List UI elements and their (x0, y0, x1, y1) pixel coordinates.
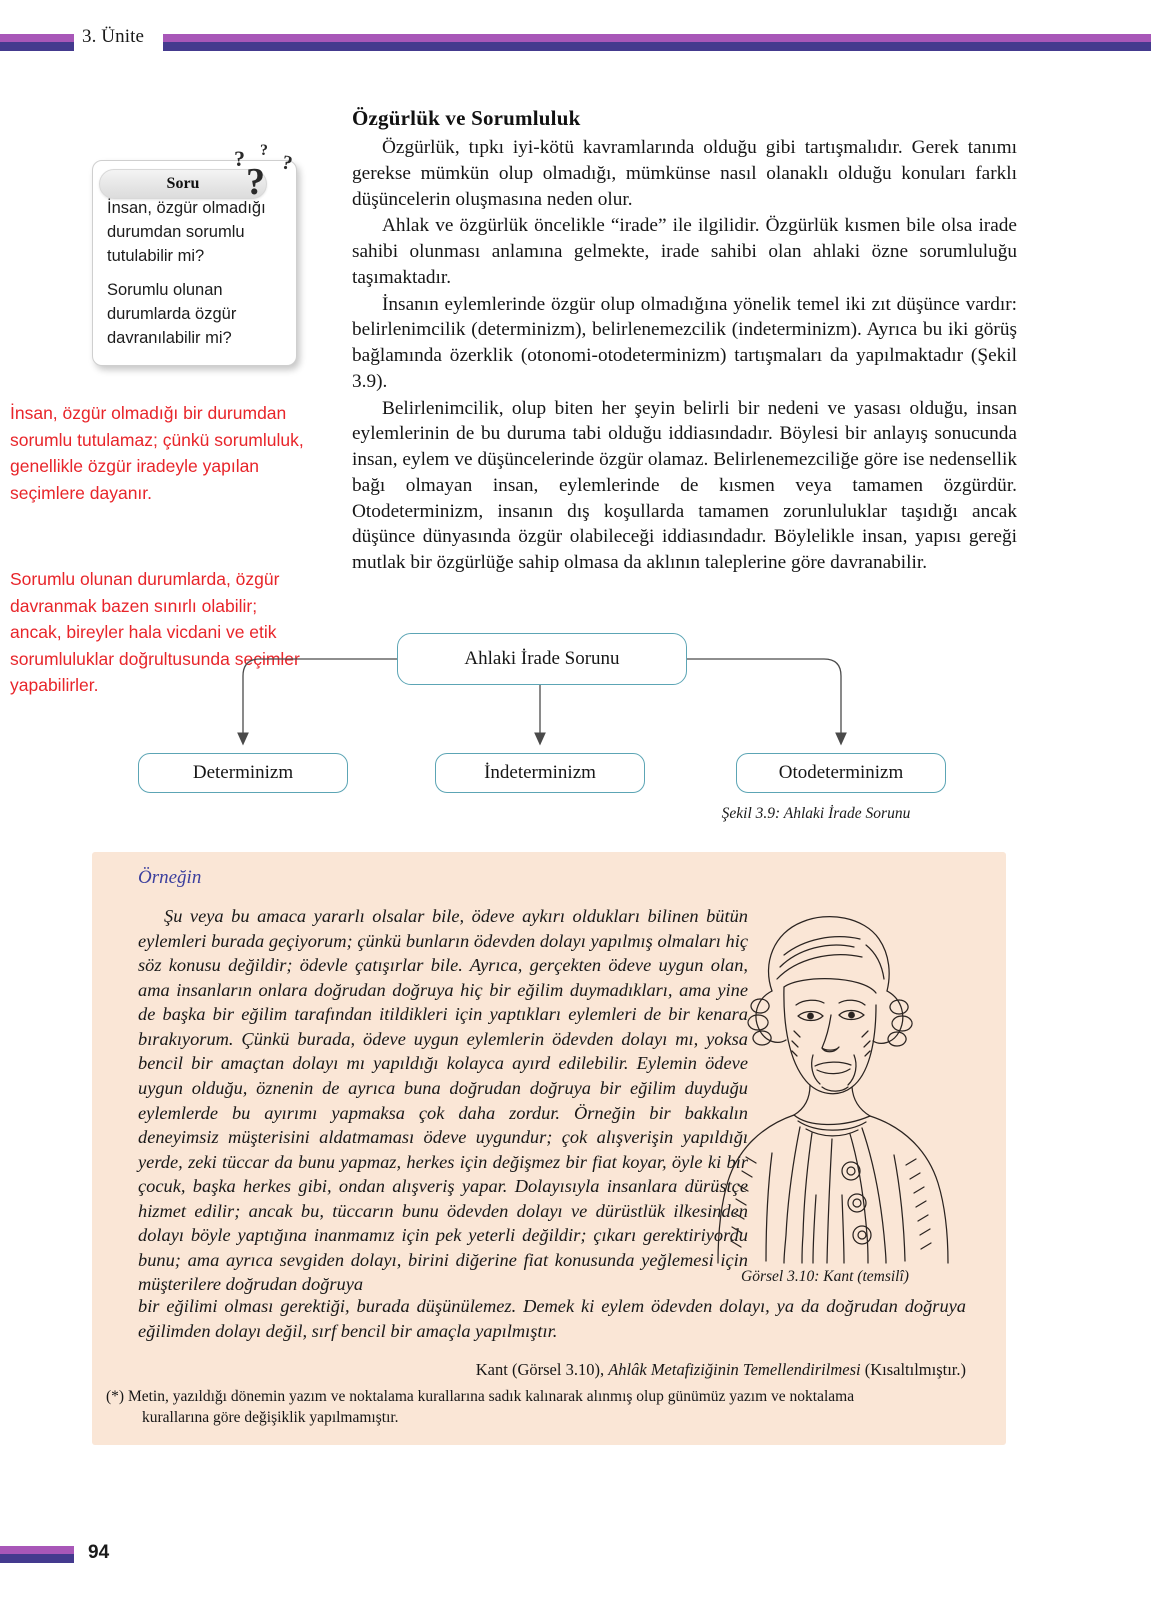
flowchart-node-indeterminizm: İndeterminizm (435, 753, 645, 793)
footer-rule-dark (0, 1554, 74, 1563)
page-header (0, 30, 1151, 60)
red-annotation-2: Sorumlu olunan durumlarda, özgür davranmak bazen sınırlı olabilir; ancak, bireyler hala vicdani ve etik sorumluluklar doğrultusunda seçimler yapabilirler. (10, 569, 300, 696)
flowchart-node-determinizm: Determinizm (138, 753, 348, 793)
example-source-suffix: (Kısaltılmıştır.) (860, 1360, 966, 1379)
footnote-line-1: Metin, yazıldığı dönemin yazım ve noktalama kurallarına sadık kalınarak alınmış olup günümüz yazım ve noktalama (124, 1388, 855, 1405)
header-rule-right-light (163, 34, 1151, 42)
question-item-1: İnsan, özgür olmadığı durumdan sorumlu tutulabilir mi? (107, 199, 266, 265)
example-box (92, 852, 1006, 1445)
question-mark-icon-1: ? (234, 146, 245, 171)
example-body-narrow: Şu veya bu amaca yararlı olsalar bile, ödeve aykırı oldukları bilinen bütün eylemleri burada geçiyorum; çünkü bunların ödevden dolayı yapılmış olmaları hiç söz konusu değildir; ödevle çatışırlar bile. Ayrıca, gerçekten ödeve uygun olan, ama insanların onlara doğrudan doğruya hiç bir eğilim duymadıkları, ama yine de başka bir eğilim tarafından itildikleri için yaptıkları eylemleri de bir kenara bırakıyorum. Çünkü burada, ödeve uygun eylemlerin ödevden dolayı mı, yoksa bencil bir amaçtan dolayı mı yapıldığı kolayca ayırd edilebilir. Eylemin ödeve uygun olduğu, öznenin de ayrıca buna doğrudan doğruya bir eğilim duyduğu eylemlerde bu ayırımı yapmaksa çok daha zordur. Örneğin bir bakkalın deneyimsiz müşterisini aldatmaması ödeve uygundur; çok alışverişin yapıldığı yerde, zeki tüccar da bunu yapmaz, herkes için değişmez bir fiat koyar, öyle ki bir çocuk, başka herkes gibi, ondan alışveriş yapar. Dolayısıyla insanlara dürüstçe hizmet edilir; ancak bu, tüccarın bunu ödevden dolayı ve dürüstlük ilkesinden dolayı böyle yaptığına inanmamız için pek yeterli değildir; çıkarı gerektiriyordu bunu; ama ayrıca sevgiden dolayı, birini diğerine fiat konusunda yeğlemesi için müşterilere doğrudan doğruya (138, 906, 748, 1295)
body-paragraph-2: Ahlak ve özgürlük öncelikle “irade” ile ilgilidir. Özgürlük kısmen bile olsa irade sahibi olunması anlamına gelmekte, irade sahibi olan ahlaki özne sorumluluğu taşımaktadır. (352, 215, 1017, 288)
header-rule-left-dark (0, 42, 74, 51)
body-paragraph-4: Belirlenimcilik, olup biten her şeyin belirli bir nedeni ve yasası olduğu, insan eylemlerinin de bu duruma tabi olduğu iddiasındadır. Böylesi bir anlayış sonucunda insan, eylem ve düşüncelerinde özgür olamaz. Belirlenemezciliğe göre ise nedensellik bağı olmayan insan, eylemlerinde de kısmen veya tamamen özgürdür. Otodeterminizm, insanın dış koşullarda tamamen zorunluluklar taşıdığı ancak düşünce dünyasında özgür olabileceği iddiasındadır. Böylelikle insan, yapısı gereği mutlak bir özgürlüğe sahip olmasa da aklının taleplerine göre davranabilir. (352, 397, 1017, 573)
question-box-tab: Soru (99, 169, 267, 199)
header-rule-right-dark (163, 42, 1151, 51)
body-paragraph-3: İnsanın eylemlerinde özgür olup olmadığına yönelik temel iki zıt düşünce vardır: belirlenimcilik (determinizm), belirlenemezcilik (indeterminizm). Ayrıca bu iki görüş bağlamında özerklik (otonomi-otodeterminizm) tartışmaları da yapılmaktadır (Şekil 3.9). (352, 293, 1017, 392)
example-source-prefix: Kant (Görsel 3.10), (475, 1360, 609, 1379)
example-source-title: Ahlâk Metafiziğinin Temellendirilmesi (608, 1360, 861, 1379)
footnote-marker: (*) (106, 1388, 125, 1405)
header-rule-right (163, 34, 1151, 51)
example-footnote (106, 1387, 996, 1429)
question-box (92, 160, 297, 366)
question-item-2: Sorumlu olunan durumlarda özgür davranılabilir mi? (107, 280, 237, 347)
page-footer (0, 1542, 1151, 1576)
question-mark-icon-3: ? (279, 151, 295, 175)
example-box-title: Örneğin (138, 867, 202, 888)
footnote-line-2: kurallarına göre değişiklik yapılmamıştır. (142, 1408, 399, 1426)
question-mark-icon-2: ? (260, 142, 268, 159)
footer-rule-light (0, 1546, 74, 1554)
example-body-wide: bir eğilimi olması gerektiği, burada düşünülemez. Demek ki eylem ödevden dolayı, ya da doğrudan doğruya eğilimden dolayı değil, sırf bencil bir amaçla yapılmıştır. (138, 1296, 966, 1341)
question-mark-icon-4: ? (246, 161, 265, 203)
section-title: Özgürlük ve Sorumluluk (352, 106, 581, 130)
body-paragraph-1: Özgürlük, tıpkı iyi-kötü kavramlarında olduğu gibi tartışmalıdır. Gerek tanımı gerekse mümkün olup olmadığı, mümkünse nasıl olanaklı olduğu konuları farklı düşüncelerin oluşmasına neden olur. (352, 137, 1017, 210)
kant-portrait-illustration (676, 895, 974, 1265)
portrait-caption: Görsel 3.10: Kant (temsilî) (741, 1268, 909, 1285)
header-rule-left (0, 34, 74, 51)
header-rule-left-light (0, 34, 74, 42)
kant-portrait (676, 895, 974, 1265)
unit-label: 3. Ünite (82, 26, 145, 47)
example-source-line (138, 1360, 966, 1380)
footer-rule (0, 1546, 74, 1563)
flowchart-sekil-3-9 (120, 615, 1000, 815)
page-number: 94 (88, 1542, 110, 1563)
figure-caption-sekil-3-9: Şekil 3.9: Ahlaki İrade Sorunu (721, 805, 911, 822)
main-text-column (352, 106, 1017, 577)
red-annotation-1: İnsan, özgür olmadığı bir durumdan sorumlu tutulamaz; çünkü sorumluluk, genellikle özgür iradeyle yapılan seçimlere dayanır. (10, 403, 304, 503)
flowchart-node-root: Ahlaki İrade Sorunu (397, 633, 687, 685)
flowchart-node-otodeterminizm: Otodeterminizm (736, 753, 946, 793)
